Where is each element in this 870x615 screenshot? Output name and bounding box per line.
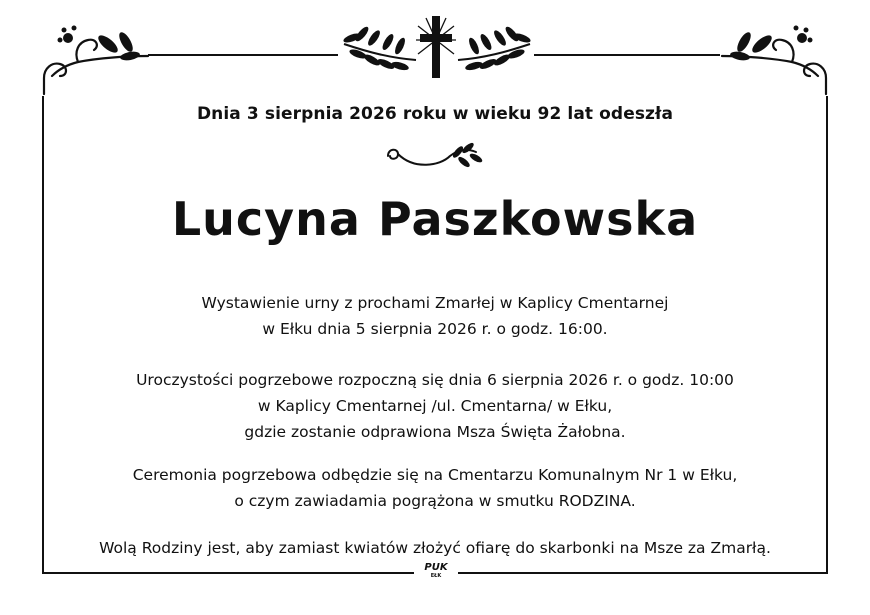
deceased-name: Lucyna Paszkowska [171, 192, 699, 246]
urn-viewing-paragraph [0, 290, 870, 342]
logo-sub-text: EŁK [430, 573, 442, 579]
text-line: gdzie zostanie odprawiona Msza Święta Żałobna. [244, 423, 626, 441]
leaf-divider-icon [384, 140, 486, 176]
announcement-headline: Dnia 3 sierpnia 2026 roku w wieku 92 lat odeszła [196, 104, 674, 124]
laurel-branch-icon [338, 18, 418, 74]
puk-logo [418, 563, 454, 579]
top-rule-left [148, 54, 338, 56]
family-wish-paragraph [0, 535, 870, 561]
text-line: Wolą Rodziny jest, aby zamiast kwiatów złożyć ofiarę do skarbonki na Msze za Zmarłą. [99, 539, 771, 557]
text-line: w Kaplicy Cmentarnej /ul. Cmentarna/ w Ełku, [257, 397, 613, 415]
corner-flourish-icon [38, 16, 150, 96]
frame-bottom-border-left [42, 572, 414, 574]
text-line: Uroczystości pogrzebowe rozpoczną się dnia 6 sierpnia 2026 r. o godz. 10:00 [136, 371, 734, 389]
logo-main-text: PUK [424, 562, 448, 573]
laurel-branch-icon [456, 18, 536, 74]
corner-flourish-icon [720, 16, 832, 96]
text-line: Ceremonia pogrzebowa odbędzie się na Cmentarzu Komunalnym Nr 1 w Ełku, [132, 466, 738, 484]
burial-paragraph [0, 462, 870, 514]
top-rule-right [534, 54, 720, 56]
text-line: Wystawienie urny z prochami Zmarłej w Kaplicy Cmentarnej [201, 294, 669, 312]
text-line: o czym zawiadamia pogrążona w smutku RODZINA. [234, 492, 636, 510]
cross-icon [414, 14, 458, 80]
ceremony-paragraph [0, 367, 870, 445]
text-line: w Ełku dnia 5 sierpnia 2026 r. o godz. 16:00. [262, 320, 608, 338]
frame-bottom-border-right [458, 572, 828, 574]
